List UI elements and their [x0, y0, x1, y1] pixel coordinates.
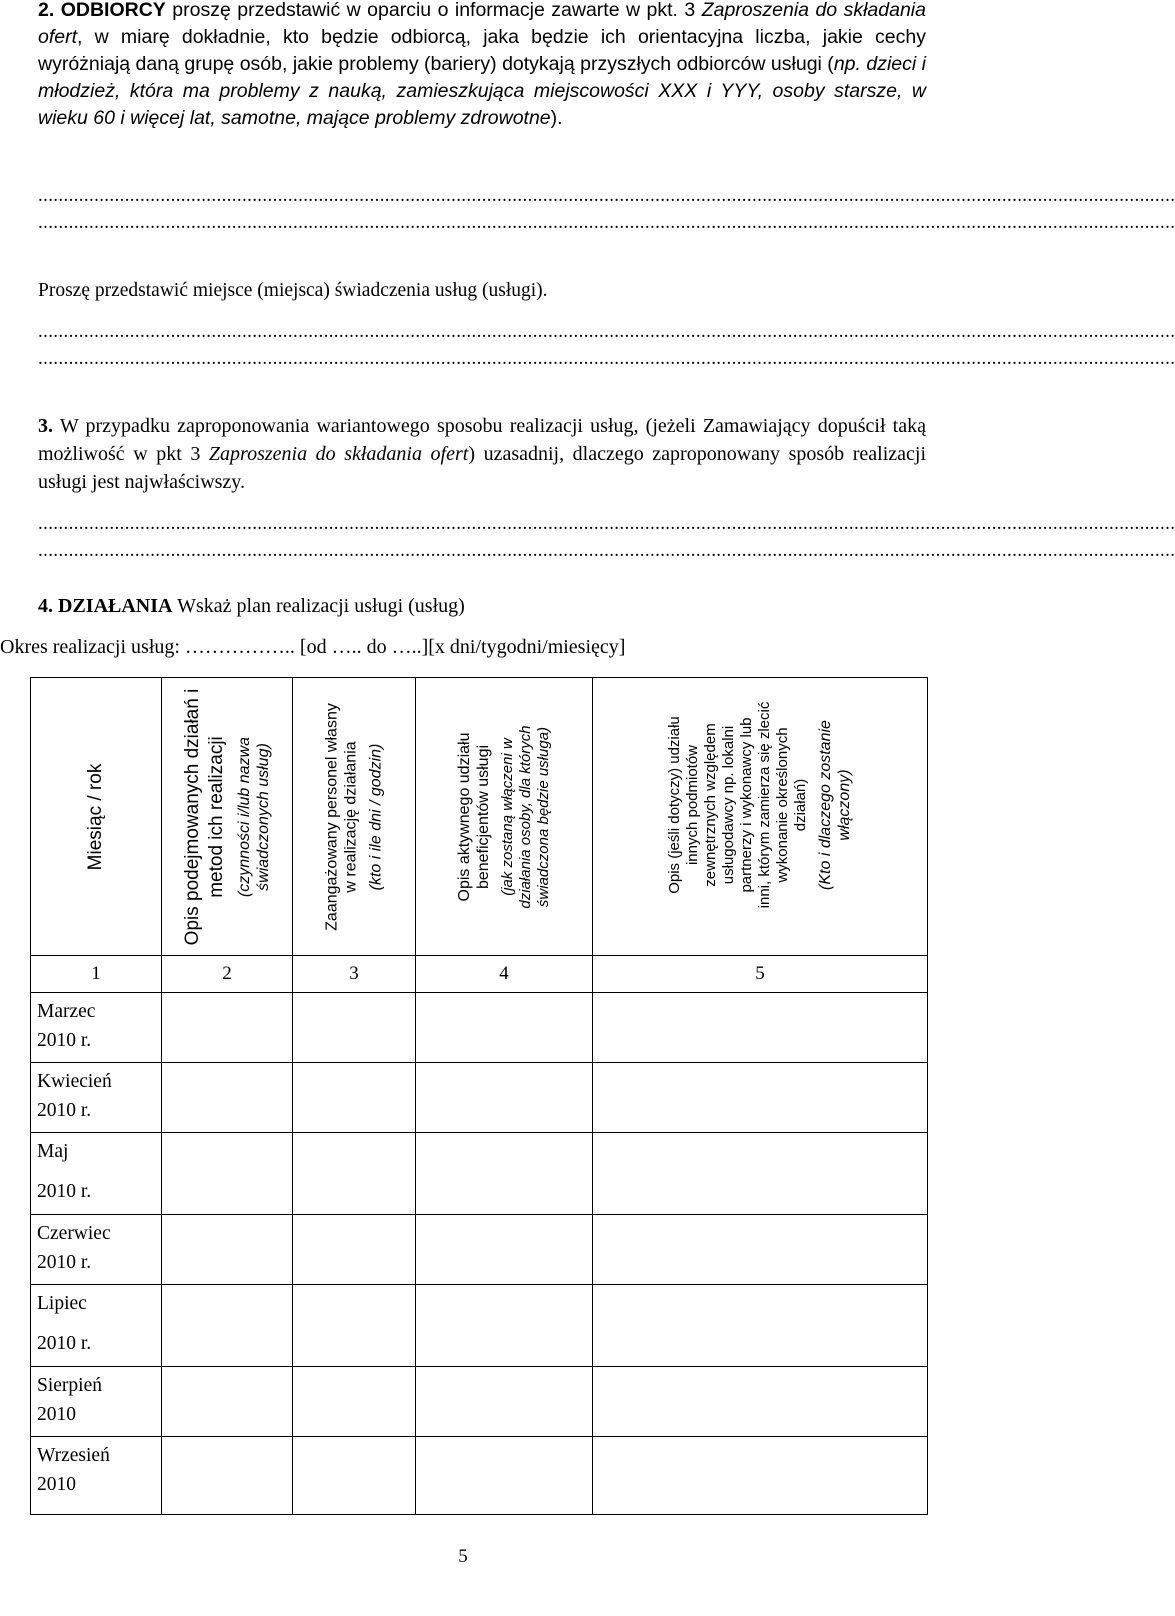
- table-cell[interactable]: [416, 993, 593, 1063]
- month-cell: Sierpień 2010: [31, 1367, 162, 1437]
- header-label: Miesiąc / rok: [85, 763, 106, 870]
- answer-line: ...............................................................................................................................................................................................................................: [38, 212, 1175, 233]
- section-4-heading: [38, 593, 926, 620]
- table-cell[interactable]: [162, 993, 293, 1063]
- table-cell[interactable]: [293, 1285, 416, 1367]
- section-3-text-2: ) uzasadnij, dlaczego zaproponowany sposób realizacji usługi jest najwłaściwszy.: [38, 443, 926, 493]
- section-3-paragraph: [38, 412, 926, 496]
- period-line: Okres realizacji usług: …………….. [od ….. do …..][x dni/tygodni/miesięcy]: [0, 636, 626, 658]
- page-number: 5: [458, 1546, 468, 1567]
- section-4-number: 4.: [38, 595, 53, 617]
- table-cell[interactable]: [593, 993, 928, 1063]
- place-prompt: Proszę przedstawić miejsce (miejsca) świadczenia usług (usługi).: [38, 280, 548, 301]
- table-cell[interactable]: [416, 1133, 593, 1215]
- table-row: [31, 1215, 928, 1285]
- header-personnel: Zaangażowany personel własny w realizację działania (kto i ile dni / godzin): [293, 678, 416, 956]
- month-cell: Maj 2010 r.: [31, 1133, 162, 1215]
- table-row: [31, 993, 928, 1063]
- table-cell[interactable]: [593, 1215, 928, 1285]
- table-cell[interactable]: [293, 1367, 416, 1437]
- section-3-reference: Zaproszenia do składania ofert: [208, 443, 469, 465]
- table-row: [31, 1063, 928, 1133]
- table-cell[interactable]: [293, 1063, 416, 1133]
- answer-line: ...............................................................................................................................................................................................................................: [38, 540, 1175, 561]
- month-cell: Lipiec 2010 r.: [31, 1285, 162, 1367]
- month-cell: Czerwiec 2010 r.: [31, 1215, 162, 1285]
- table-cell[interactable]: [416, 1367, 593, 1437]
- table-cell[interactable]: [162, 1133, 293, 1215]
- section-4-title: DZIAŁANIA: [58, 595, 173, 617]
- answer-line: ...............................................................................................................................................................................................................................: [38, 513, 1175, 534]
- column-number-row: [31, 956, 928, 993]
- table-cell[interactable]: [593, 1133, 928, 1215]
- section-2-text-2: , w miarę dokładnie, kto będzie odbiorcą, jaka będzie ich orientacyjna liczba, jakie cechy wyróżniają daną grupę osób, jakie problemy (bariery) dotykają przyszłych odbiorców usługi (: [38, 26, 926, 75]
- section-2-paragraph: [38, 0, 926, 132]
- month-cell: Marzec 2010 r.: [31, 993, 162, 1063]
- table-cell[interactable]: [416, 1437, 593, 1515]
- table-row: [31, 1367, 928, 1437]
- table-cell[interactable]: [162, 1437, 293, 1515]
- table-cell[interactable]: [593, 1285, 928, 1367]
- table-cell[interactable]: [162, 1367, 293, 1437]
- table-cell[interactable]: [293, 1215, 416, 1285]
- table-header-row: [31, 678, 928, 956]
- table-cell[interactable]: [416, 1063, 593, 1133]
- answer-line: ...............................................................................................................................................................................................................................: [38, 321, 1175, 342]
- header-external-entities: Opis (jeśli dotyczy) udziału innych podmiotów zewnętrznych względem usługodawcy np. lokalni partnerzy i wykonawcy lub inni, którym zamierza się zlecić wykonanie określonych działań) (Kto i dlaczego zostanie włączony): [593, 678, 928, 956]
- table-row: [31, 1133, 928, 1215]
- column-number: 2: [162, 956, 293, 993]
- table-cell[interactable]: [293, 1133, 416, 1215]
- header-activities: Opis podejmowanych działań i metod ich realizacji (czynności i/lub nazwa świadczonych usług): [162, 678, 293, 956]
- header-beneficiaries: Opis aktywnego udziału beneficjentów usługi (jak zostaną włączeni w działania osoby, dla których świadczona będzie usługa): [416, 678, 593, 956]
- section-2-reference: Zaproszenia do składania ofert: [38, 0, 926, 48]
- column-number: 5: [593, 956, 928, 993]
- table-cell[interactable]: [162, 1063, 293, 1133]
- table-cell[interactable]: [593, 1063, 928, 1133]
- column-number: 1: [31, 956, 162, 993]
- table-cell[interactable]: [416, 1215, 593, 1285]
- section-2-example: np. dzieci i młodzież, która ma problemy z nauką, zamieszkująca miejscowości XXX i YYY, osoby starsze, w wieku 60 i więcej lat, samotne, mające problemy zdrowotne: [38, 53, 926, 129]
- section-3-number: 3.: [38, 415, 53, 437]
- table-row: [31, 1285, 928, 1367]
- table-cell[interactable]: [293, 1437, 416, 1515]
- section-2-text-1: proszę przedstawić w oparciu o informacje zawarte w pkt. 3: [165, 0, 702, 21]
- table-row: [31, 1437, 928, 1515]
- month-cell: Kwiecień 2010 r.: [31, 1063, 162, 1133]
- table-cell[interactable]: [162, 1285, 293, 1367]
- table-cell[interactable]: [416, 1285, 593, 1367]
- section-4-text: Wskaż plan realizacji usługi (usług): [172, 595, 465, 617]
- answer-line: ...............................................................................................................................................................................................................................: [38, 348, 1175, 369]
- table-cell[interactable]: [593, 1367, 928, 1437]
- table-cell[interactable]: [593, 1437, 928, 1515]
- header-month-year: [31, 678, 162, 956]
- table-cell[interactable]: [162, 1215, 293, 1285]
- column-number: 3: [293, 956, 416, 993]
- month-cell: Wrzesień 2010: [31, 1437, 162, 1515]
- table-cell[interactable]: [293, 993, 416, 1063]
- section-3-text-1: W przypadku zaproponowania wariantowego sposobu realizacji usług, (jeżeli Zamawiający dopuścił taką możliwość w pkt 3: [38, 415, 926, 465]
- answer-line: ...............................................................................................................................................................................................................................: [38, 185, 1175, 206]
- section-2-title: ODBIORCY: [60, 0, 166, 21]
- column-number: 4: [416, 956, 593, 993]
- action-plan-table: [30, 677, 928, 1515]
- section-2-number: 2.: [38, 0, 55, 21]
- section-2-text-3: ).: [550, 107, 563, 129]
